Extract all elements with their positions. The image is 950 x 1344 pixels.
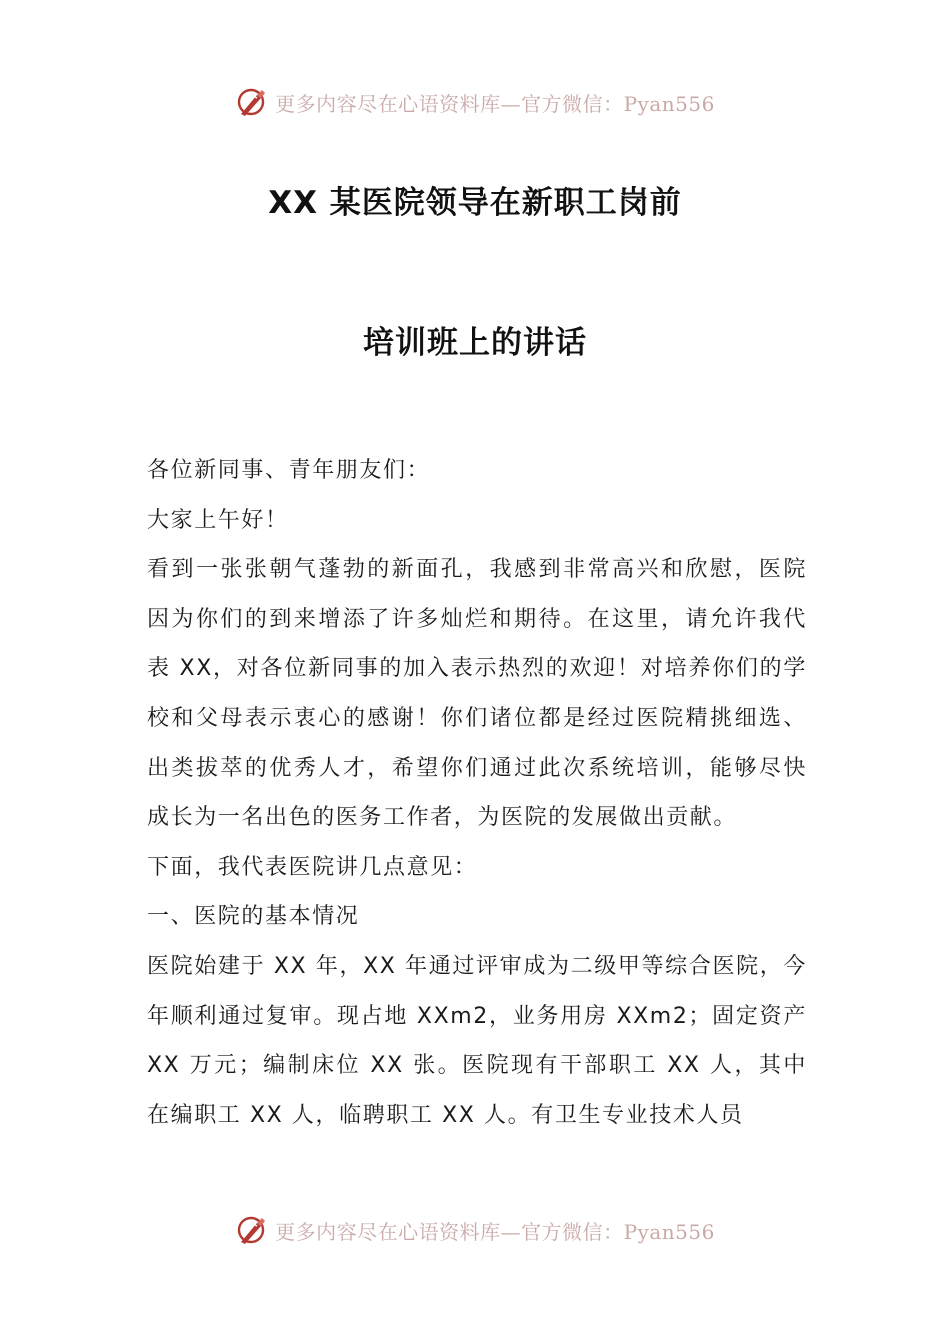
pen-logo-icon	[235, 85, 269, 119]
intro-line: 下面，我代表医院讲几点意见：	[147, 854, 478, 880]
header-banner	[0, 82, 950, 122]
footer-banner	[0, 1210, 950, 1250]
document-title-line-2: 培训班上的讲话	[363, 325, 587, 361]
pen-logo-icon	[235, 1213, 269, 1247]
banner-text: 更多内容尽在心语资料库—官方微信：Pyan556	[275, 1219, 715, 1244]
paragraph-welcome: 看到一张张朝气蓬勃的新面孔，我感到非常高兴和欣慰，医院因为你们的到来增添了许多灿烂和期待。在这里，请允许我代表 XX，对各位新同事的加入表示热烈的欢迎！对培养你们的学校和父母表示衷心的感谢！你们诸位都是经过医院精挑细选、出类拔萃的优秀人才，希望你们通过此次系统培训，能够尽快成长为一名出色的医务工作者，为医院的发展做出贡献。	[147, 557, 807, 831]
document-title-line-1: XX 某医院领导在新职工岗前	[268, 185, 682, 221]
banner-text: 更多内容尽在心语资料库—官方微信：Pyan556	[275, 91, 715, 116]
greeting: 大家上午好！	[147, 507, 289, 533]
document-body	[147, 446, 807, 1140]
section-heading-1: 一、医院的基本情况	[147, 904, 360, 930]
paragraph-hospital-overview: 医院始建于 XX 年，XX 年通过评审成为二级甲等综合医院，今年顺利通过复审。现占地 XXm2，业务用房 XXm2；固定资产 XX 万元；编制床位 XX 张。医院现有干部职工 XX 人，其中在编职工 XX 人，临聘职工 XX 人。有卫生专业技术人员	[147, 953, 807, 1128]
salutation: 各位新同事、青年朋友们：	[147, 458, 431, 483]
